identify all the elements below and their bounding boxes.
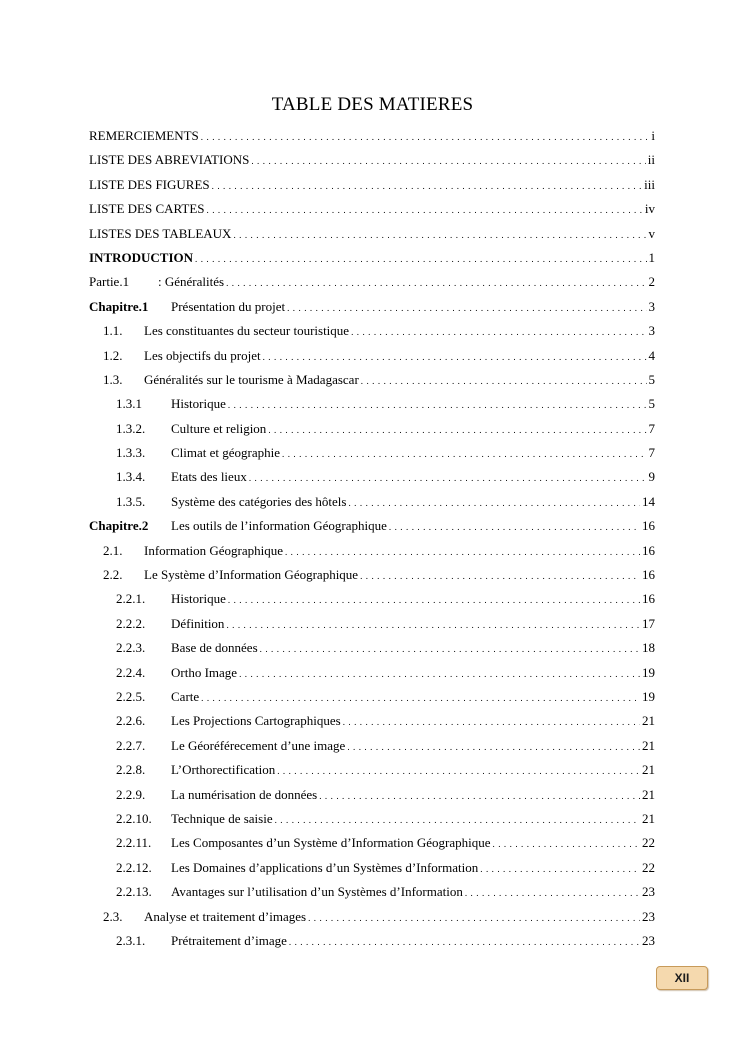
toc-entry-label: LISTES DES TABLEAUX <box>89 225 232 241</box>
toc-entry-label: Base de données <box>171 640 258 656</box>
toc-entry-number: 1.1. <box>103 323 123 339</box>
toc-entry-introduction[interactable] <box>89 246 655 270</box>
toc-entry-page: 16 <box>642 518 655 534</box>
dot-leader <box>343 710 640 734</box>
dot-leader <box>207 198 643 222</box>
toc-entry-page: 18 <box>642 640 655 656</box>
toc-entry-number: Chapitre.2 <box>89 518 149 534</box>
toc-entry-label: Ortho Image <box>171 664 238 680</box>
dot-leader <box>201 686 640 710</box>
toc-entry-number: 2.1. <box>103 542 123 558</box>
toc-entry-chapitre-2[interactable] <box>89 514 655 538</box>
toc-entry-label: Généralités sur le tourisme à Madagascar <box>144 371 359 387</box>
dot-leader <box>285 540 640 564</box>
toc-entry-label: Les outils de l’information Géographique <box>171 518 387 534</box>
toc-entry-2-1[interactable] <box>89 539 655 563</box>
toc-entry-page: 7 <box>648 445 655 461</box>
dot-leader <box>212 174 643 198</box>
toc-entry-page: 5 <box>648 396 655 412</box>
dot-leader <box>348 491 640 515</box>
dot-leader <box>226 613 640 637</box>
toc-entry-label: Prétraitement d’image <box>171 932 287 948</box>
toc-entry-page: 2 <box>648 274 655 290</box>
table-of-contents <box>89 124 655 953</box>
toc-entry-number: 1.2. <box>103 347 123 363</box>
toc-entry-2-2-10[interactable] <box>89 807 655 831</box>
dot-leader <box>228 393 647 417</box>
toc-entry-2-2-12[interactable] <box>89 856 655 880</box>
toc-entry-abreviations[interactable] <box>89 148 655 172</box>
toc-entry-page: 17 <box>642 615 655 631</box>
toc-entry-chapitre-1[interactable] <box>89 295 655 319</box>
dot-leader <box>201 125 650 149</box>
toc-entry-1-3-4[interactable] <box>89 465 655 489</box>
toc-entry-number: 1.3.1 <box>116 396 142 412</box>
toc-entry-page: 21 <box>642 737 655 753</box>
toc-entry-number: 1.3.2. <box>116 420 146 436</box>
toc-entry-number: 2.2.8. <box>116 762 146 778</box>
toc-entry-label: : Généralités <box>158 274 225 290</box>
dot-leader <box>308 906 640 930</box>
toc-entry-page: 22 <box>642 859 655 875</box>
toc-entry-page: i <box>651 128 655 143</box>
toc-entry-label: Les Domaines d’applications d’un Systèmes d’Information <box>171 859 479 875</box>
toc-entry-2-3-1[interactable] <box>89 929 655 953</box>
toc-entry-label: Définition <box>171 615 225 631</box>
toc-entry-1-1[interactable] <box>89 319 655 343</box>
toc-entry-page: 19 <box>642 664 655 680</box>
dot-leader <box>480 857 640 881</box>
toc-entry-1-3-1[interactable] <box>89 392 655 416</box>
toc-entry-label: Les Projections Cartographiques <box>171 713 341 729</box>
toc-entry-label: Le Système d’Information Géographique <box>144 567 359 583</box>
toc-entry-page: 4 <box>648 347 655 363</box>
toc-entry-label: Avantages sur l’utilisation d’un Systèmes d’Information <box>171 884 463 900</box>
toc-entry-number: 1.3. <box>103 371 123 387</box>
toc-entry-label: Les constituantes du secteur touristique <box>144 323 350 339</box>
toc-entry-page: iv <box>644 201 655 217</box>
toc-entry-number: Partie.1 <box>89 274 130 290</box>
toc-entry-page: 23 <box>642 884 655 900</box>
toc-entry-number: 1.3.5. <box>116 493 146 509</box>
dot-leader <box>233 223 646 247</box>
toc-entry-page: 21 <box>642 786 655 802</box>
toc-entry-number: 2.2.1. <box>116 591 146 607</box>
toc-entry-number: Chapitre.1 <box>89 298 149 314</box>
toc-entry-page: 9 <box>648 469 655 485</box>
toc-entry-1-3-3[interactable] <box>89 441 655 465</box>
toc-entry-page: ii <box>647 152 655 168</box>
toc-entry-label: REMERCIEMENTS <box>89 128 199 143</box>
toc-entry-2-2-5[interactable] <box>89 685 655 709</box>
toc-entry-label: Système des catégories des hôtels <box>171 493 347 509</box>
toc-entry-1-3[interactable] <box>89 368 655 392</box>
dot-leader <box>289 930 640 954</box>
toc-entry-label: Culture et religion <box>171 420 267 436</box>
toc-entry-page: 21 <box>642 713 655 729</box>
toc-entry-partie-1[interactable] <box>89 270 655 294</box>
dot-leader <box>361 369 647 393</box>
toc-entry-page: 22 <box>642 835 655 851</box>
dot-leader <box>277 759 640 783</box>
toc-entry-number: 2.2.4. <box>116 664 146 680</box>
toc-entry-page: 16 <box>642 591 655 607</box>
dot-leader <box>465 881 640 905</box>
toc-entry-number: 2.2.3. <box>116 640 146 656</box>
page-title: TABLE DES MATIERES <box>271 94 474 115</box>
toc-entry-page: 7 <box>648 420 655 436</box>
toc-entry-number: 2.2.12. <box>116 859 152 875</box>
toc-entry-page: 3 <box>648 323 655 339</box>
toc-entry-cartes[interactable] <box>89 197 655 221</box>
dot-leader <box>263 345 647 369</box>
toc-entry-label: Historique <box>171 396 226 412</box>
toc-entry-page: iii <box>644 176 655 192</box>
toc-entry-2-2-7[interactable] <box>89 734 655 758</box>
toc-entry-1-3-5[interactable] <box>89 490 655 514</box>
dot-leader <box>389 515 640 539</box>
toc-entry-label: Les Composantes d’un Système d’Information Géographique <box>171 835 491 851</box>
toc-entry-number: 2.2.10. <box>116 810 152 826</box>
toc-entry-number: 2.2. <box>103 567 123 583</box>
toc-entry-page: 1 <box>648 249 655 265</box>
toc-entry-number: 2.2.11. <box>116 835 152 851</box>
dot-leader <box>351 320 646 344</box>
toc-entry-remerciements[interactable] <box>89 124 655 148</box>
toc-entry-2-2-4[interactable] <box>89 661 655 685</box>
dot-leader <box>282 442 646 466</box>
dot-leader <box>347 735 640 759</box>
toc-entry-page: 19 <box>642 688 655 704</box>
toc-entry-number: 2.3. <box>103 908 123 924</box>
toc-entry-number: 2.3.1. <box>116 932 146 948</box>
toc-entry-page: 23 <box>642 932 655 948</box>
toc-entry-page: 16 <box>642 542 655 558</box>
toc-entry-label: LISTE DES CARTES <box>89 201 205 217</box>
toc-entry-figures[interactable] <box>89 173 655 197</box>
toc-entry-page: v <box>648 225 655 241</box>
toc-entry-page: 5 <box>648 371 655 387</box>
toc-entry-label: LISTE DES FIGURES <box>89 176 210 192</box>
toc-entry-2-3[interactable] <box>89 905 655 929</box>
toc-entry-2-2-13[interactable] <box>89 880 655 904</box>
toc-entry-tableaux[interactable] <box>89 222 655 246</box>
toc-entry-number: 2.2.2. <box>116 615 146 631</box>
dot-leader <box>360 564 640 588</box>
toc-entry-2-2-8[interactable] <box>89 758 655 782</box>
toc-entry-label: Les objectifs du projet <box>144 347 261 363</box>
dot-leader <box>260 637 640 661</box>
toc-entry-label: La numérisation de données <box>171 786 318 802</box>
toc-entry-label: Historique <box>171 591 226 607</box>
toc-entry-label: Carte <box>171 688 200 704</box>
toc-entry-2-2[interactable] <box>89 563 655 587</box>
toc-entry-label: Climat et géographie <box>171 445 281 461</box>
toc-entry-number: 1.3.4. <box>116 469 146 485</box>
toc-entry-number: 1.3.3. <box>116 445 146 461</box>
dot-leader <box>249 466 647 490</box>
toc-entry-page: 3 <box>648 298 655 314</box>
toc-entry-1-3-2[interactable] <box>89 417 655 441</box>
dot-leader <box>287 296 646 320</box>
toc-entry-label: Information Géographique <box>144 542 283 558</box>
toc-entry-label: Le Géoréférecement d’une image <box>171 737 346 753</box>
dot-leader <box>493 832 640 856</box>
toc-entry-2-2-3[interactable] <box>89 636 655 660</box>
toc-entry-number: 2.2.7. <box>116 737 146 753</box>
toc-entry-label: Etats des lieux <box>171 469 247 485</box>
toc-entry-number: 2.2.9. <box>116 786 146 802</box>
toc-entry-page: 21 <box>642 762 655 778</box>
dot-leader <box>319 784 640 808</box>
dot-leader <box>195 247 646 271</box>
toc-entry-label: LISTE DES ABREVIATIONS <box>89 152 250 168</box>
dot-leader <box>226 271 646 295</box>
dot-leader <box>239 662 640 686</box>
dot-leader <box>275 808 640 832</box>
toc-entry-1-2[interactable] <box>89 344 655 368</box>
toc-entry-page: 21 <box>642 810 655 826</box>
toc-entry-page: 23 <box>642 908 655 924</box>
dot-leader <box>251 149 645 173</box>
toc-entry-number: 2.2.13. <box>116 884 152 900</box>
toc-entry-label: Analyse et traitement d’images <box>144 908 307 924</box>
page-number-badge: XII <box>656 966 708 990</box>
toc-entry-2-2-6[interactable] <box>89 709 655 733</box>
toc-entry-label: Technique de saisie <box>171 810 273 826</box>
toc-entry-2-2-11[interactable] <box>89 831 655 855</box>
toc-entry-2-2-1[interactable] <box>89 587 655 611</box>
toc-entry-label: INTRODUCTION <box>89 249 194 265</box>
dot-leader <box>228 588 640 612</box>
dot-leader <box>268 418 646 442</box>
toc-entry-number: 2.2.5. <box>116 688 146 704</box>
toc-entry-label: L’Orthorectification <box>171 762 276 778</box>
toc-entry-page: 14 <box>642 493 655 509</box>
toc-entry-number: 2.2.6. <box>116 713 146 729</box>
toc-entry-2-2-2[interactable] <box>89 612 655 636</box>
toc-entry-2-2-9[interactable] <box>89 783 655 807</box>
toc-entry-page: 16 <box>642 567 655 583</box>
toc-entry-label: Présentation du projet <box>171 298 286 314</box>
